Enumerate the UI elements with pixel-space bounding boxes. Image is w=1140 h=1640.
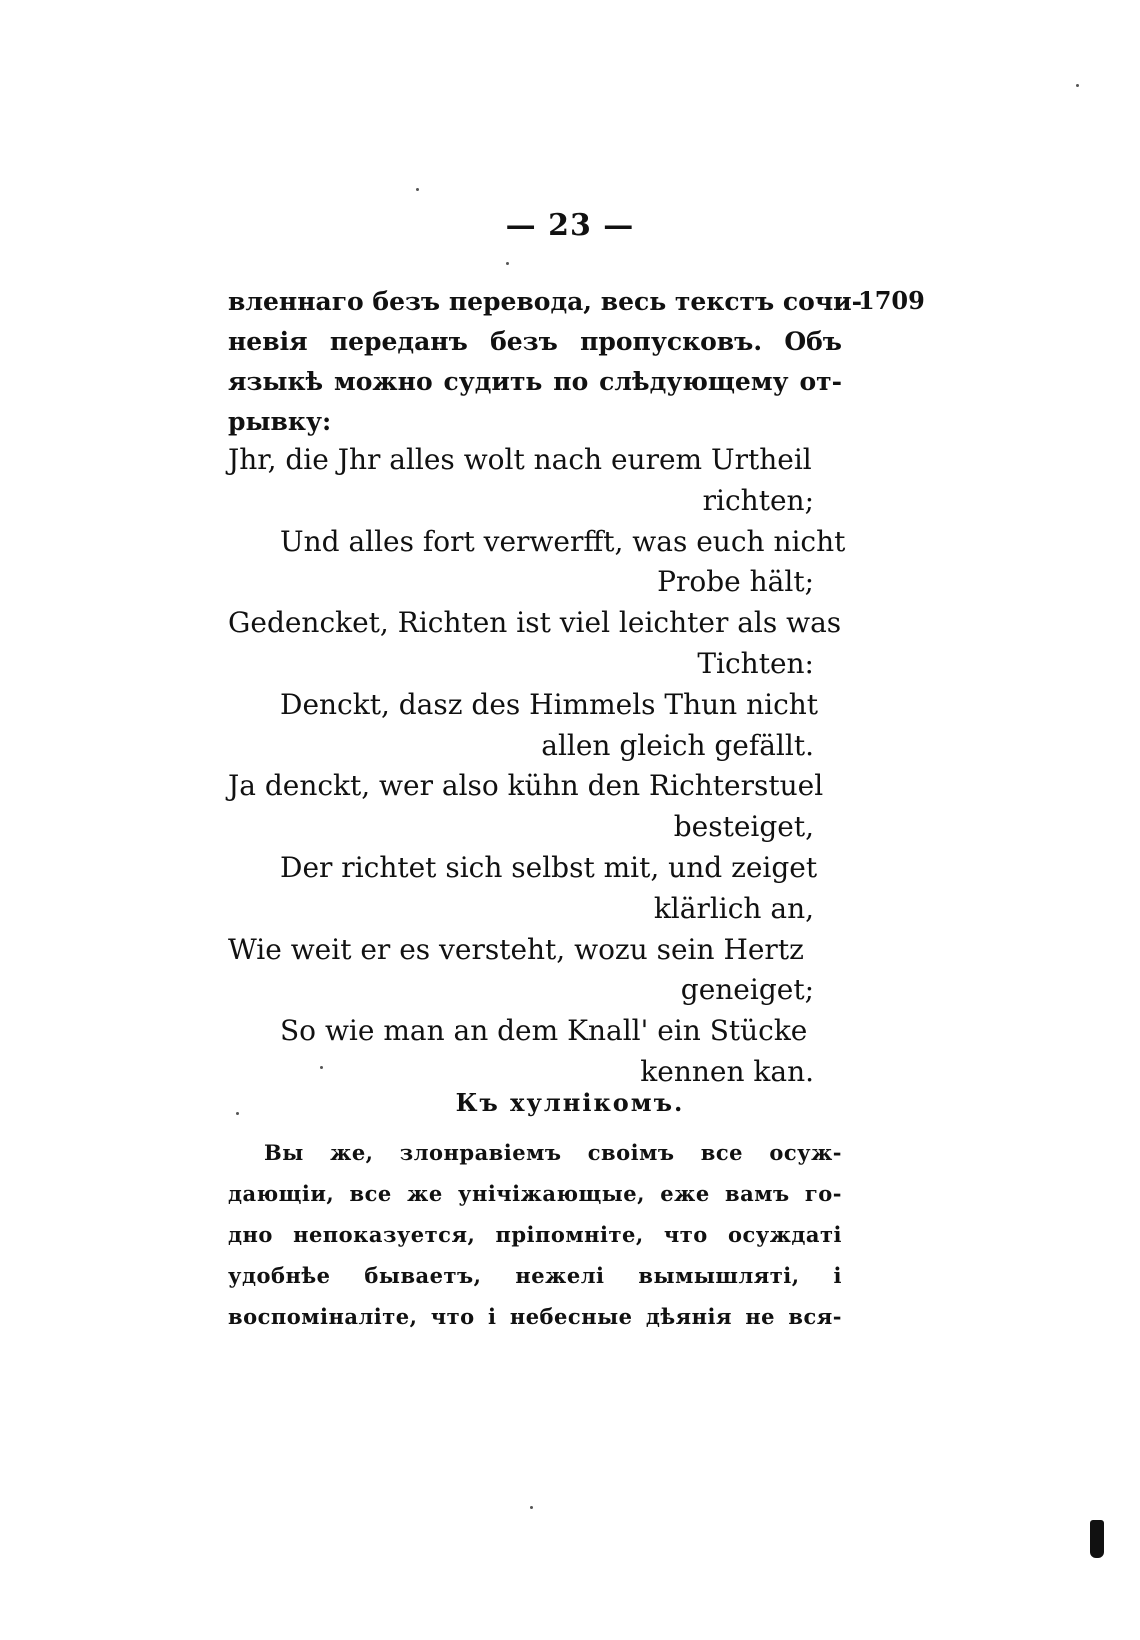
poem-line: Der richtet sich selbst mit, und zeiget — [280, 850, 818, 884]
poem-line-continuation: richten; — [702, 483, 814, 517]
print-speck — [416, 188, 419, 191]
poem-line-continuation: klärlich an, — [653, 891, 814, 925]
slavonic-line: удобнѣе бываетъ, нежелі вымышляті, і — [228, 1263, 842, 1288]
intro-line: вленнаго безъ перевода, весь текстъ сочи- — [228, 287, 863, 316]
poem-line-continuation: Probe hält; — [657, 565, 814, 599]
print-speck — [1076, 84, 1079, 87]
slavonic-line: Вы же, злонравіемъ своімъ все осуж- — [264, 1140, 842, 1165]
intro-line: невія переданъ безъ пропусковъ. Объ — [228, 327, 842, 356]
poem-line: Und alles fort verwerfft, was euch nicht — [280, 524, 846, 558]
poem-line-continuation: allen gleich gefällt. — [541, 728, 814, 762]
poem-line-continuation: Tichten: — [697, 646, 814, 680]
intro-line: рывку: — [228, 407, 332, 436]
print-speck — [530, 1506, 533, 1509]
poem-line-continuation: besteiget, — [673, 810, 814, 844]
poem-line-continuation: geneiget; — [680, 973, 814, 1007]
intro-paragraph — [228, 282, 863, 442]
print-speck — [320, 1066, 323, 1069]
poem-line: Ja denckt, wer also kühn den Richterstuel — [228, 769, 824, 803]
german-poem — [228, 440, 846, 1093]
print-speck — [506, 262, 509, 265]
slavonic-paragraph — [228, 1132, 842, 1337]
section-heading: Къ хулнікомъ. — [455, 1088, 685, 1117]
poem-line: Jhr, die Jhr alles wolt nach eurem Urtheil — [228, 443, 812, 476]
intro-line: языкѣ можно судить по слѣдующему от- — [228, 367, 842, 396]
poem-line: So wie man an dem Knall' ein Stücke — [280, 1014, 808, 1048]
print-speck — [236, 1112, 239, 1115]
poem-line-continuation: kennen kan. — [640, 1054, 814, 1088]
page-edge-mark — [1090, 1520, 1104, 1558]
slavonic-line: дающіи, все же унічіжающые, еже вамъ го- — [228, 1181, 842, 1206]
poem-line: Denckt, dasz des Himmels Thun nicht — [280, 687, 819, 721]
slavonic-line: дно непоказуется, пріпомніте, что осуждаті — [228, 1222, 842, 1247]
poem-line: Wie weit er es versteht, wozu sein Hertz — [228, 932, 804, 966]
slavonic-line: воспоміналіте, что і небесные дѣянія не вся- — [228, 1304, 842, 1329]
poem-line: Gedencket, Richten ist viel leichter als was — [228, 606, 842, 640]
page-number: — 23 — — [505, 208, 635, 243]
margin-year-note: 1709 — [858, 286, 925, 315]
